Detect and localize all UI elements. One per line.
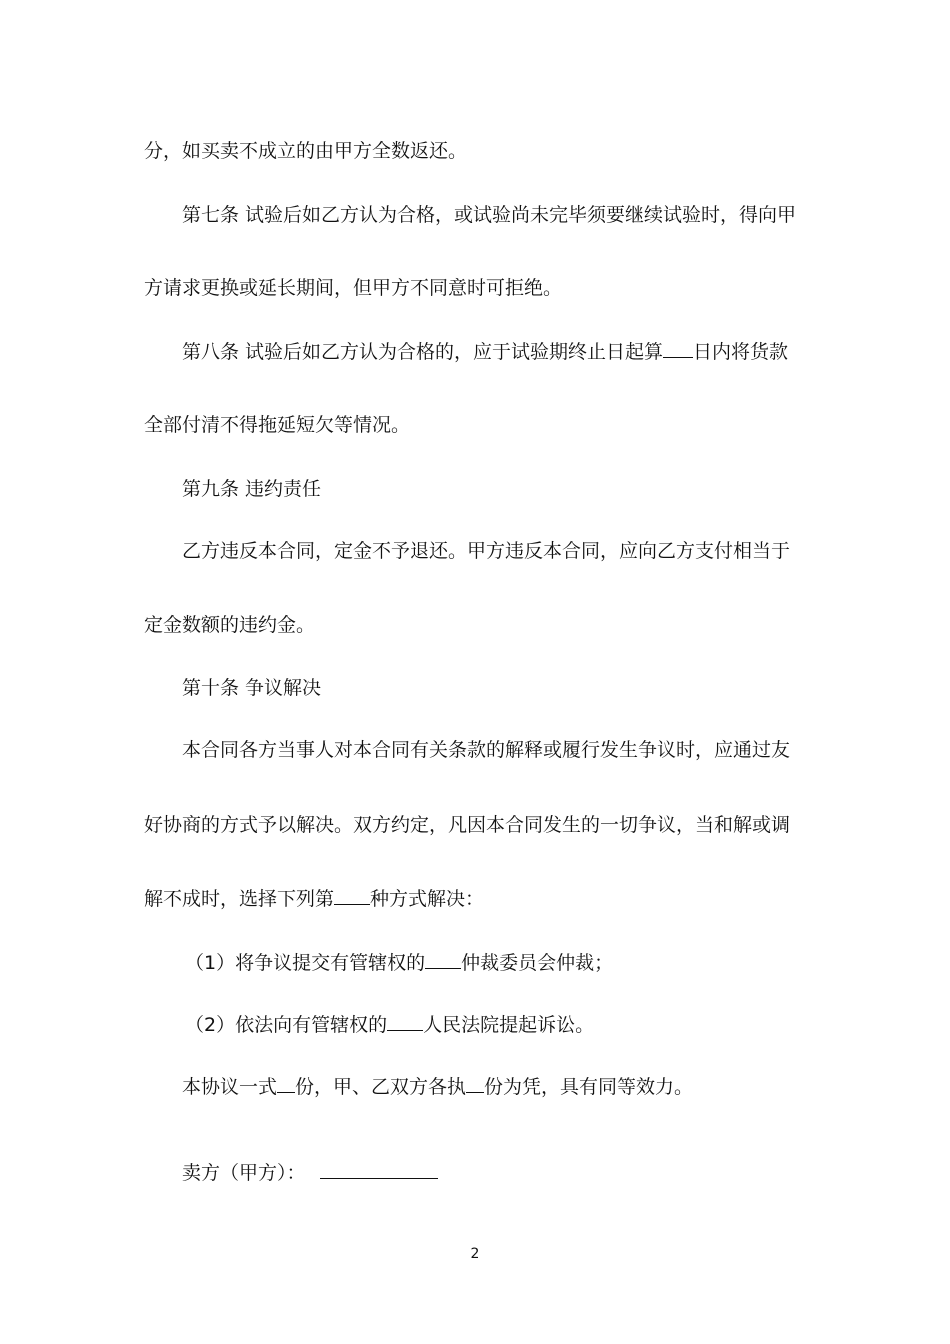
article-9-heading	[182, 476, 321, 502]
text: 种方式解决：	[370, 888, 485, 910]
paragraph-line	[144, 138, 467, 164]
text: 第七条 试验后如乙方认为合格，或试验尚未完毕须要继续试验时，得向甲	[182, 204, 797, 226]
article-8-line-2	[144, 412, 410, 438]
text: 本合同各方当事人对本合同有关条款的解释或履行发生争议时，应通过友	[182, 739, 791, 761]
page-number: 2	[470, 1246, 480, 1262]
text: 全部付清不得拖延短欠等情况。	[144, 414, 411, 436]
text: 定金数额的违约金。	[144, 614, 316, 636]
text: 第十条 争议解决	[182, 677, 322, 699]
copies-clause	[182, 1074, 693, 1100]
article-10-line-2	[144, 812, 790, 838]
text: 人民法院提起诉讼。	[423, 1014, 595, 1036]
article-7-line-1	[182, 202, 796, 228]
article-8-line-1	[182, 339, 788, 365]
text: 份为凭，具有同等效力。	[484, 1076, 694, 1098]
text: 好协商的方式予以解决。双方约定，凡因本合同发生的一切争议，当和解或调	[144, 814, 791, 836]
text: （2）依法向有管辖权的	[185, 1014, 388, 1036]
text: 分，如买卖不成立的由甲方全数返还。	[144, 140, 468, 162]
seller-signature-line	[182, 1160, 438, 1186]
fill-in-blank	[334, 886, 370, 905]
text: 本协议一式	[182, 1076, 278, 1098]
text: 份，甲、乙双方各执	[295, 1076, 467, 1098]
text: 卖方（甲方）：	[182, 1162, 306, 1184]
article-9-line-1	[182, 538, 790, 564]
fill-in-blank	[277, 1074, 295, 1093]
signature-blank	[320, 1160, 438, 1179]
article-7-line-2	[144, 275, 562, 301]
fill-in-blank	[425, 950, 461, 969]
text: （1）将争议提交有管辖权的	[185, 952, 426, 974]
option-2	[185, 1012, 594, 1038]
text: 乙方违反本合同，定金不予退还。甲方违反本合同，应向乙方支付相当于	[182, 540, 791, 562]
text: 方请求更换或延长期间，但甲方不同意时可拒绝。	[144, 277, 563, 299]
fill-in-blank	[663, 339, 693, 358]
fill-in-blank	[466, 1074, 484, 1093]
text: 第八条 试验后如乙方认为合格的，应于试验期终止日起算	[182, 341, 664, 363]
fill-in-blank	[387, 1012, 423, 1031]
article-10-heading	[182, 675, 321, 701]
option-1	[185, 950, 613, 976]
text: 解不成时，选择下列第	[144, 888, 335, 910]
article-9-line-2	[144, 612, 315, 638]
article-10-line-3	[144, 886, 484, 912]
text: 第九条 违约责任	[182, 478, 322, 500]
text: 仲裁委员会仲裁；	[461, 952, 614, 974]
article-10-line-1	[182, 737, 790, 763]
text: 日内将货款	[693, 341, 789, 363]
